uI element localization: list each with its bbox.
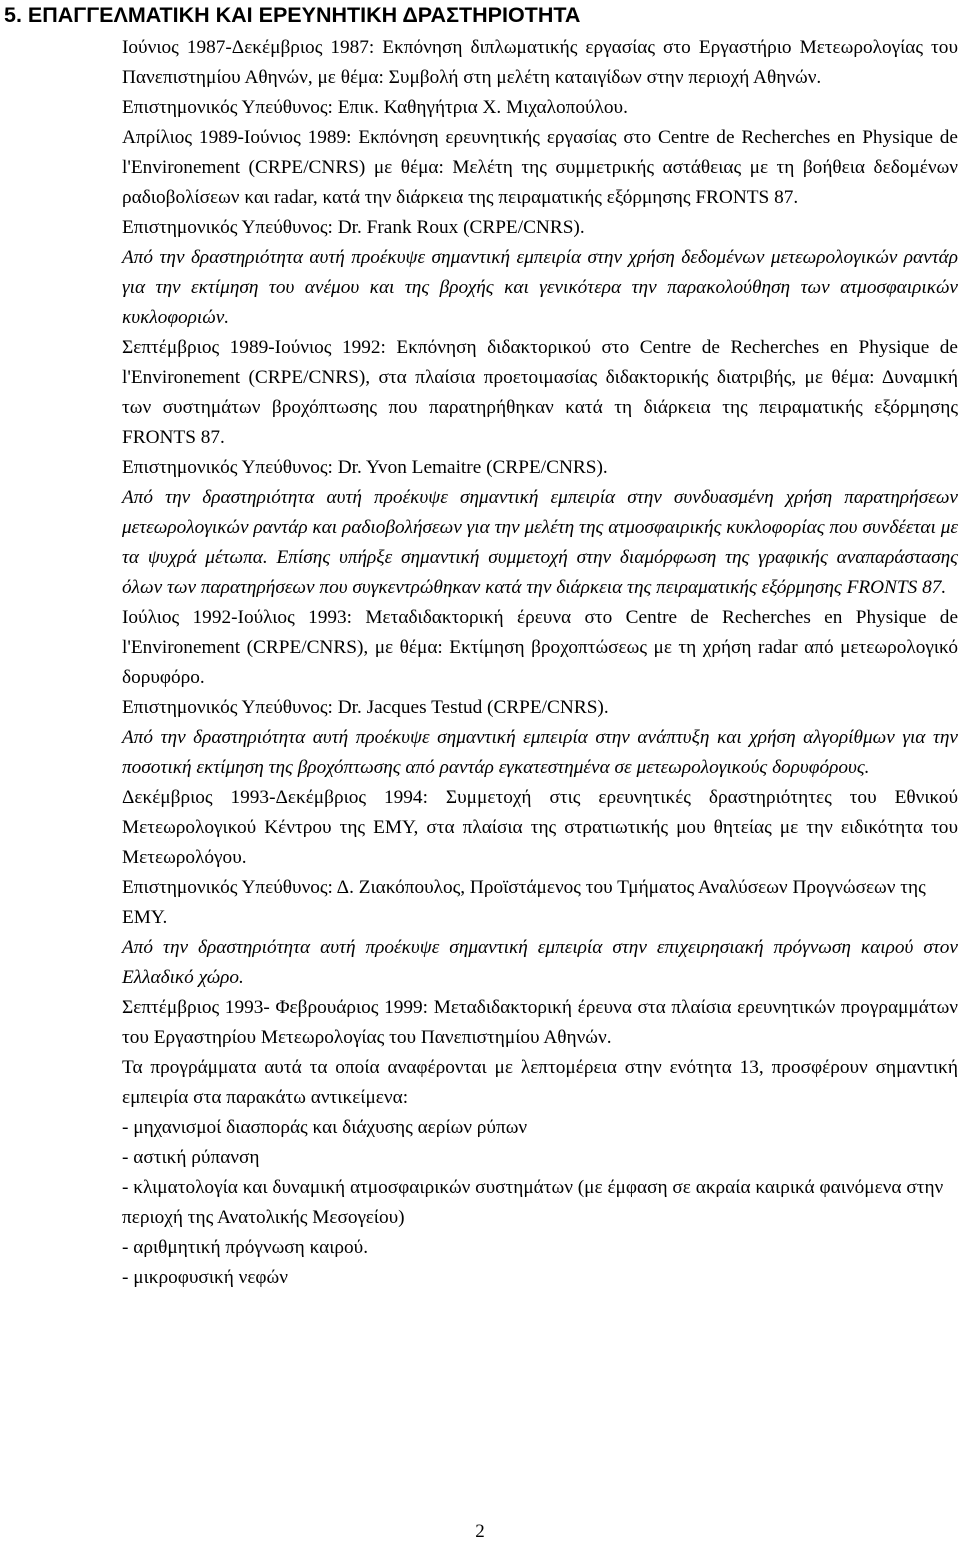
entry-military-service <box>4 783 958 873</box>
entry-supervisor: Επιστημονικός Υπεύθυνος: Dr. Yvon Lemaitre (CRPE/CNRS). <box>122 457 608 478</box>
entry-experience-note: Από την δραστηριότητα αυτή προέκυψε σημαντική εμπειρία στην χρήση δεδομένων μετεωρολογικών ραντάρ για την εκτίμηση του ανέμου και της βροχής και γενικότερα την παρακολούθηση των ατμοσφαιρικών κυκλοφοριών. <box>122 247 958 328</box>
entry-main-text: Σεπτέμβριος 1993- Φεβρουάριος 1999: Μεταδιδακτορική έρευνα στα πλαίσια ερευνητικών προγραμμάτων του Εργαστηρίου Μετεωρολογίας του Πανεπιστημίου Αθηνών. <box>122 997 958 1048</box>
entry-experience-note: Από την δραστηριότητα αυτή προέκυψε σημαντική εμπειρία στην ανάπτυξη και χρήση αλγορίθμων για την ποσοτική εκτίμηση της βροχόπτωσης από ραντάρ εγκατεστημένα σε μετεωρολογικούς δορυφόρους. <box>122 727 958 778</box>
entry-supervisor: Επιστημονικός Υπεύθυνος: Dr. Frank Roux (CRPE/CNRS). <box>122 217 585 238</box>
entry-main-text: Δεκέμβριος 1993-Δεκέμβριος 1994: Συμμετοχή στις ερευνητικές δραστηριότητες του Εθνικού Μετεωρολογικού Κέντρου της ΕΜΥ, στα πλαίσια της στρατιωτικής μου θητείας με την ειδικότητα του Μετεωρολόγου. <box>122 787 958 868</box>
entry-main-text: Απρίλιος 1989-Ιούνιος 1989: Εκπόνηση ερευνητικής εργασίας στο Centre de Recherches en Physique de l'Environement (CRPE/CNRS) με θέμα: Μελέτη της συμμετρικής αστάθειας με τη βοήθεια δεδομένων ραδιοβολίσεων και radar, κατά την διάρκεια της πειραματικής εξόρμησης FRONTS 87. <box>122 127 958 208</box>
entry-postdoc-1992 <box>4 603 958 693</box>
entry-diploma-thesis <box>4 33 958 93</box>
section-heading: 5. ΕΠΑΓΓΕΛΜΑΤΙΚΗ ΚΑΙ ΕΡΕΥΝΗΤΙΚΗ ΔΡΑΣΤΗΡΙΟΤΗΤΑ <box>4 3 581 27</box>
entry-experience-note: Από την δραστηριότητα αυτή προέκυψε σημαντική εμπειρία στην συνδυασμένη χρήση παρατηρήσεων μετεωρολογικών ραντάρ και ραδιοβολήσεων για την μελέτη της ατμοσφαιρικής κυκλοφορίας που συνδέεται με τα ψυχρά μέτωπα. Επίσης υπήρξε σημαντική συμμετοχή στην διαμόρφωση της γραφικής αναπαράστασης όλων των παρατηρήσεων που συγκεντρώθηκαν κατά την διάρκεια της πειραματικής εξόρμησης FRONTS 87. <box>122 487 958 598</box>
list-item: - μηχανισμοί διασποράς και διάχυσης αερίων ρύπων <box>122 1117 528 1138</box>
entry-research-1989 <box>4 123 958 213</box>
entry-supervisor: Επιστημονικός Υπεύθυνος: Επικ. Καθηγήτρια Χ. Μιχαλοπούλου. <box>122 97 628 118</box>
list-item: - μικροφυσική νεφών <box>122 1267 288 1288</box>
entry-continuation: Τα προγράμματα αυτά τα οποία αναφέρονται με λεπτομέρεια στην ενότητα 13, προσφέρουν σημαντική εμπειρία στα παρακάτω αντικείμενα: <box>122 1057 958 1108</box>
entry-main-text: Ιούνιος 1987-Δεκέμβριος 1987: Εκπόνηση διπλωματικής εργασίας στο Εργαστήριο Μετεωρολογίας του Πανεπιστημίου Αθηνών, με θέμα: Συμβολή στη μελέτη καταιγίδων στην περιοχή Αθηνών. <box>122 37 958 88</box>
entry-doctorate <box>4 333 958 453</box>
entry-main-text: Ιούλιος 1992-Ιούλιος 1993: Μεταδιδακτορική έρευνα στο Centre de Recherches en Physique de l'Environement (CRPE/CNRS), με θέμα: Εκτίμηση βροχοπτώσεως με τη χρήση radar από μετεωρολογικό δορυφόρο. <box>122 607 958 688</box>
entry-supervisor: Επιστημονικός Υπεύθυνος: Δ. Ζιακόπουλος, Προϊστάμενος του Τμήματος Αναλύσεων Προγνώσεων της ΕΜΥ. <box>122 877 926 928</box>
entry-main-text: Σεπτέμβριος 1989-Ιούνιος 1992: Εκπόνηση διδακτορικού στο Centre de Recherches en Physique de l'Environement (CRPE/CNRS), στα πλαίσια προετοιμασίας διδακτορικής διατριβής, με θέμα: Δυναμική των συστημάτων βροχόπτωσης που παρατηρήθηκαν κατά τη διάρκεια της πειραματικής εξόρμησης FRONTS 87. <box>122 337 958 448</box>
section-body <box>4 33 958 1293</box>
entry-experience-note: Από την δραστηριότητα αυτή προέκυψε σημαντική εμπειρία στην επιχειρησιακή πρόγνωση καιρού στον Ελλαδικό χώρο. <box>122 937 958 988</box>
list-item: - κλιματολογία και δυναμική ατμοσφαιρικών συστημάτων (με έμφαση σε ακραία καιρικά φαινόμενα στην περιοχή της Ανατολικής Μεσογείου) <box>122 1177 944 1228</box>
list-item: - αριθμητική πρόγνωση καιρού. <box>122 1237 369 1258</box>
entry-postdoc-1993 <box>4 993 958 1053</box>
list-item: - αστική ρύπανση <box>122 1147 260 1168</box>
page-number: 2 <box>475 1521 485 1542</box>
entry-supervisor: Επιστημονικός Υπεύθυνος: Dr. Jacques Testud (CRPE/CNRS). <box>122 697 609 718</box>
